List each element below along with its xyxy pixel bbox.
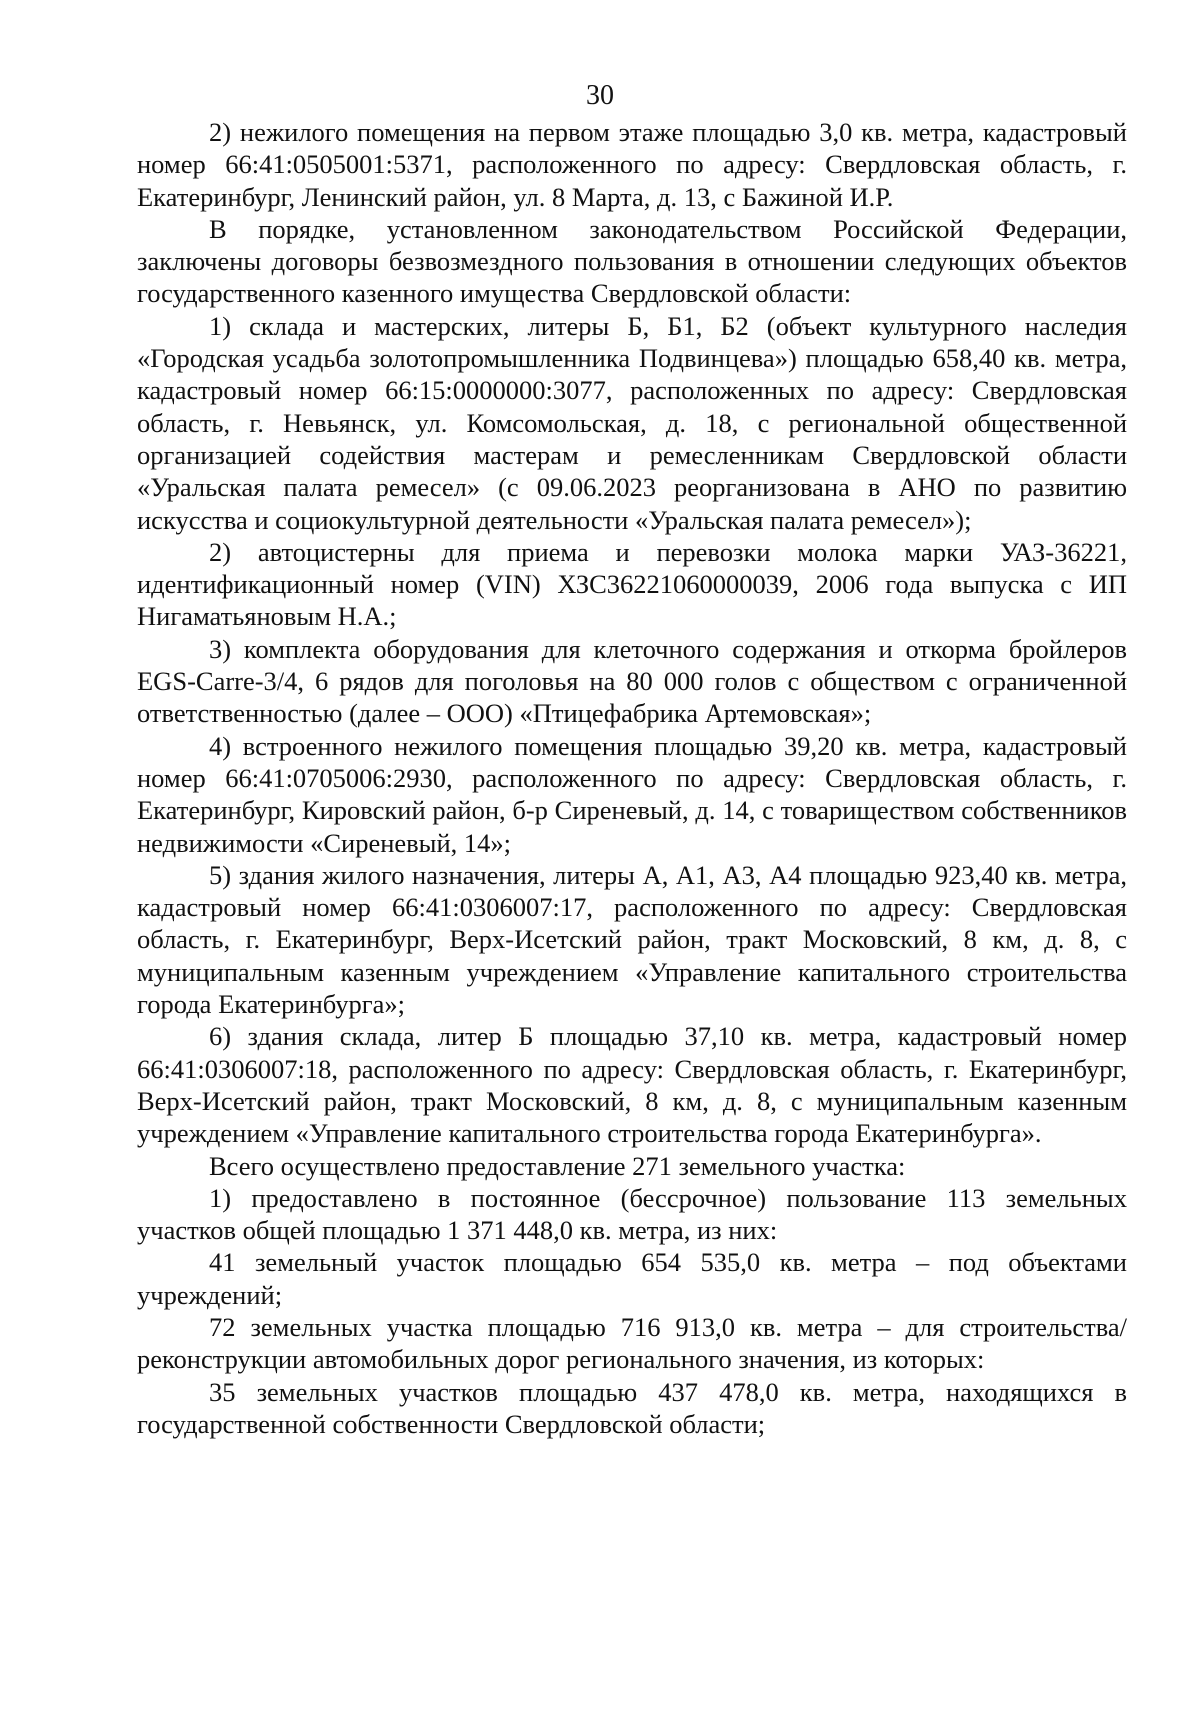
paragraph-nonresidential-premises-item-2: 2) нежилого помещения на первом этаже площадью 3,0 кв. метра, кадастровый номер 66:41:0505001:5371, расположенного по адресу: Свердловская область, г. Екатеринбург, Ленинский район, ул. 8 Марта, д. 13, с Бажиной И.Р. [137,117,1127,212]
paragraph-free-use-contracts-intro: В порядке, установленном законодательством Российской Федерации, заключены договоры безвозмездного пользования в отношении следующих объектов государственного казенного имущества Свердловской области: [137,213,1127,309]
paragraph-road-plots: 72 земельных участка площадью 716 913,0 кв. метра – для строительства/ реконструкции автомобильных дорог регионального значения, из которых: [137,1311,1127,1375]
paragraph-warehouse-workshops-item-1: 1) склада и мастерских, литеры Б, Б1, Б2 (объект культурного наследия «Городская усадьба золотопромышленника Подвинцева») площадью 658,40 кв. метра, кадастровый номер 66:15:0000000:3077, расположенных по адресу: Свердловская область, г. Невьянск, ул. Комсомольская, д. 18, с региональной общественной организацией содействия мастерам и ремесленникам Свердловской области «Уральская палата ремесел» (с 09.06.2023 реорганизована в АНО по развитию искусства и социокультурной деятельности «Уральская палата ремесел»); [137,310,1127,535]
paragraph-permanent-use-item-1: 1) предоставлено в постоянное (бессрочное) пользование 113 земельных участков общей площадью 1 371 448,0 кв. метра, из них: [137,1182,1127,1246]
paragraph-state-owned-plots: 35 земельных участков площадью 437 478,0 кв. метра, находящихся в государственной собственности Свердловской области; [137,1376,1127,1439]
document-body [137,116,1127,1440]
paragraph-institution-plots: 41 земельный участок площадью 654 535,0 кв. метра – под объектами учреждений; [137,1247,1127,1310]
page-number: 30 [586,80,614,111]
paragraph-residential-building-item-5: 5) здания жилого назначения, литеры А, А1, А3, А4 площадью 923,40 кв. метра, кадастровый номер 66:41:0306007:17, расположенного по адресу: Свердловская область, г. Екатеринбург, Верх-Исетский район, тракт Московский, 8 км, д. 8, с муниципальным казенным учреждением «Управление капитального строительства города Екатеринбурга»; [137,859,1127,1020]
paragraph-tank-truck-item-2: 2) автоцистерны для приема и перевозки молока марки УАЗ-36221, идентификационный номер (VIN) ХЗС36221060000039, 2006 года выпуска с ИП Нигаматьяновым Н.А.; [137,536,1127,632]
paragraph-broiler-equipment-item-3: 3) комплекта оборудования для клеточного содержания и откорма бройлеров EGS-Carre-3/4, 6 рядов для поголовья на 80 000 голов с обществом с ограниченной ответственностью (далее – ООО) «Птицефабрика Артемовская»; [137,633,1127,729]
paragraph-land-plots-total: Всего осуществлено предоставление 271 земельного участка: [209,1150,906,1181]
paragraph-built-in-premises-item-4: 4) встроенного нежилого помещения площадью 39,20 кв. метра, кадастровый номер 66:41:0705006:2930, расположенного по адресу: Свердловская область, г. Екатеринбург, Кировский район, б-р Сиреневый, д. 14, с товариществом собственников недвижимости «Сиреневый, 14»; [137,730,1127,858]
paragraph-warehouse-building-item-6: 6) здания склада, литер Б площадью 37,10 кв. метра, кадастровый номер 66:41:0306007:18, расположенного по адресу: Свердловская область, г. Екатеринбург, Верх-Исетский район, тракт Московский, 8 км, д. 8, с муниципальным казенным учреждением «Управление капитального строительства города Екатеринбурга». [137,1021,1127,1149]
